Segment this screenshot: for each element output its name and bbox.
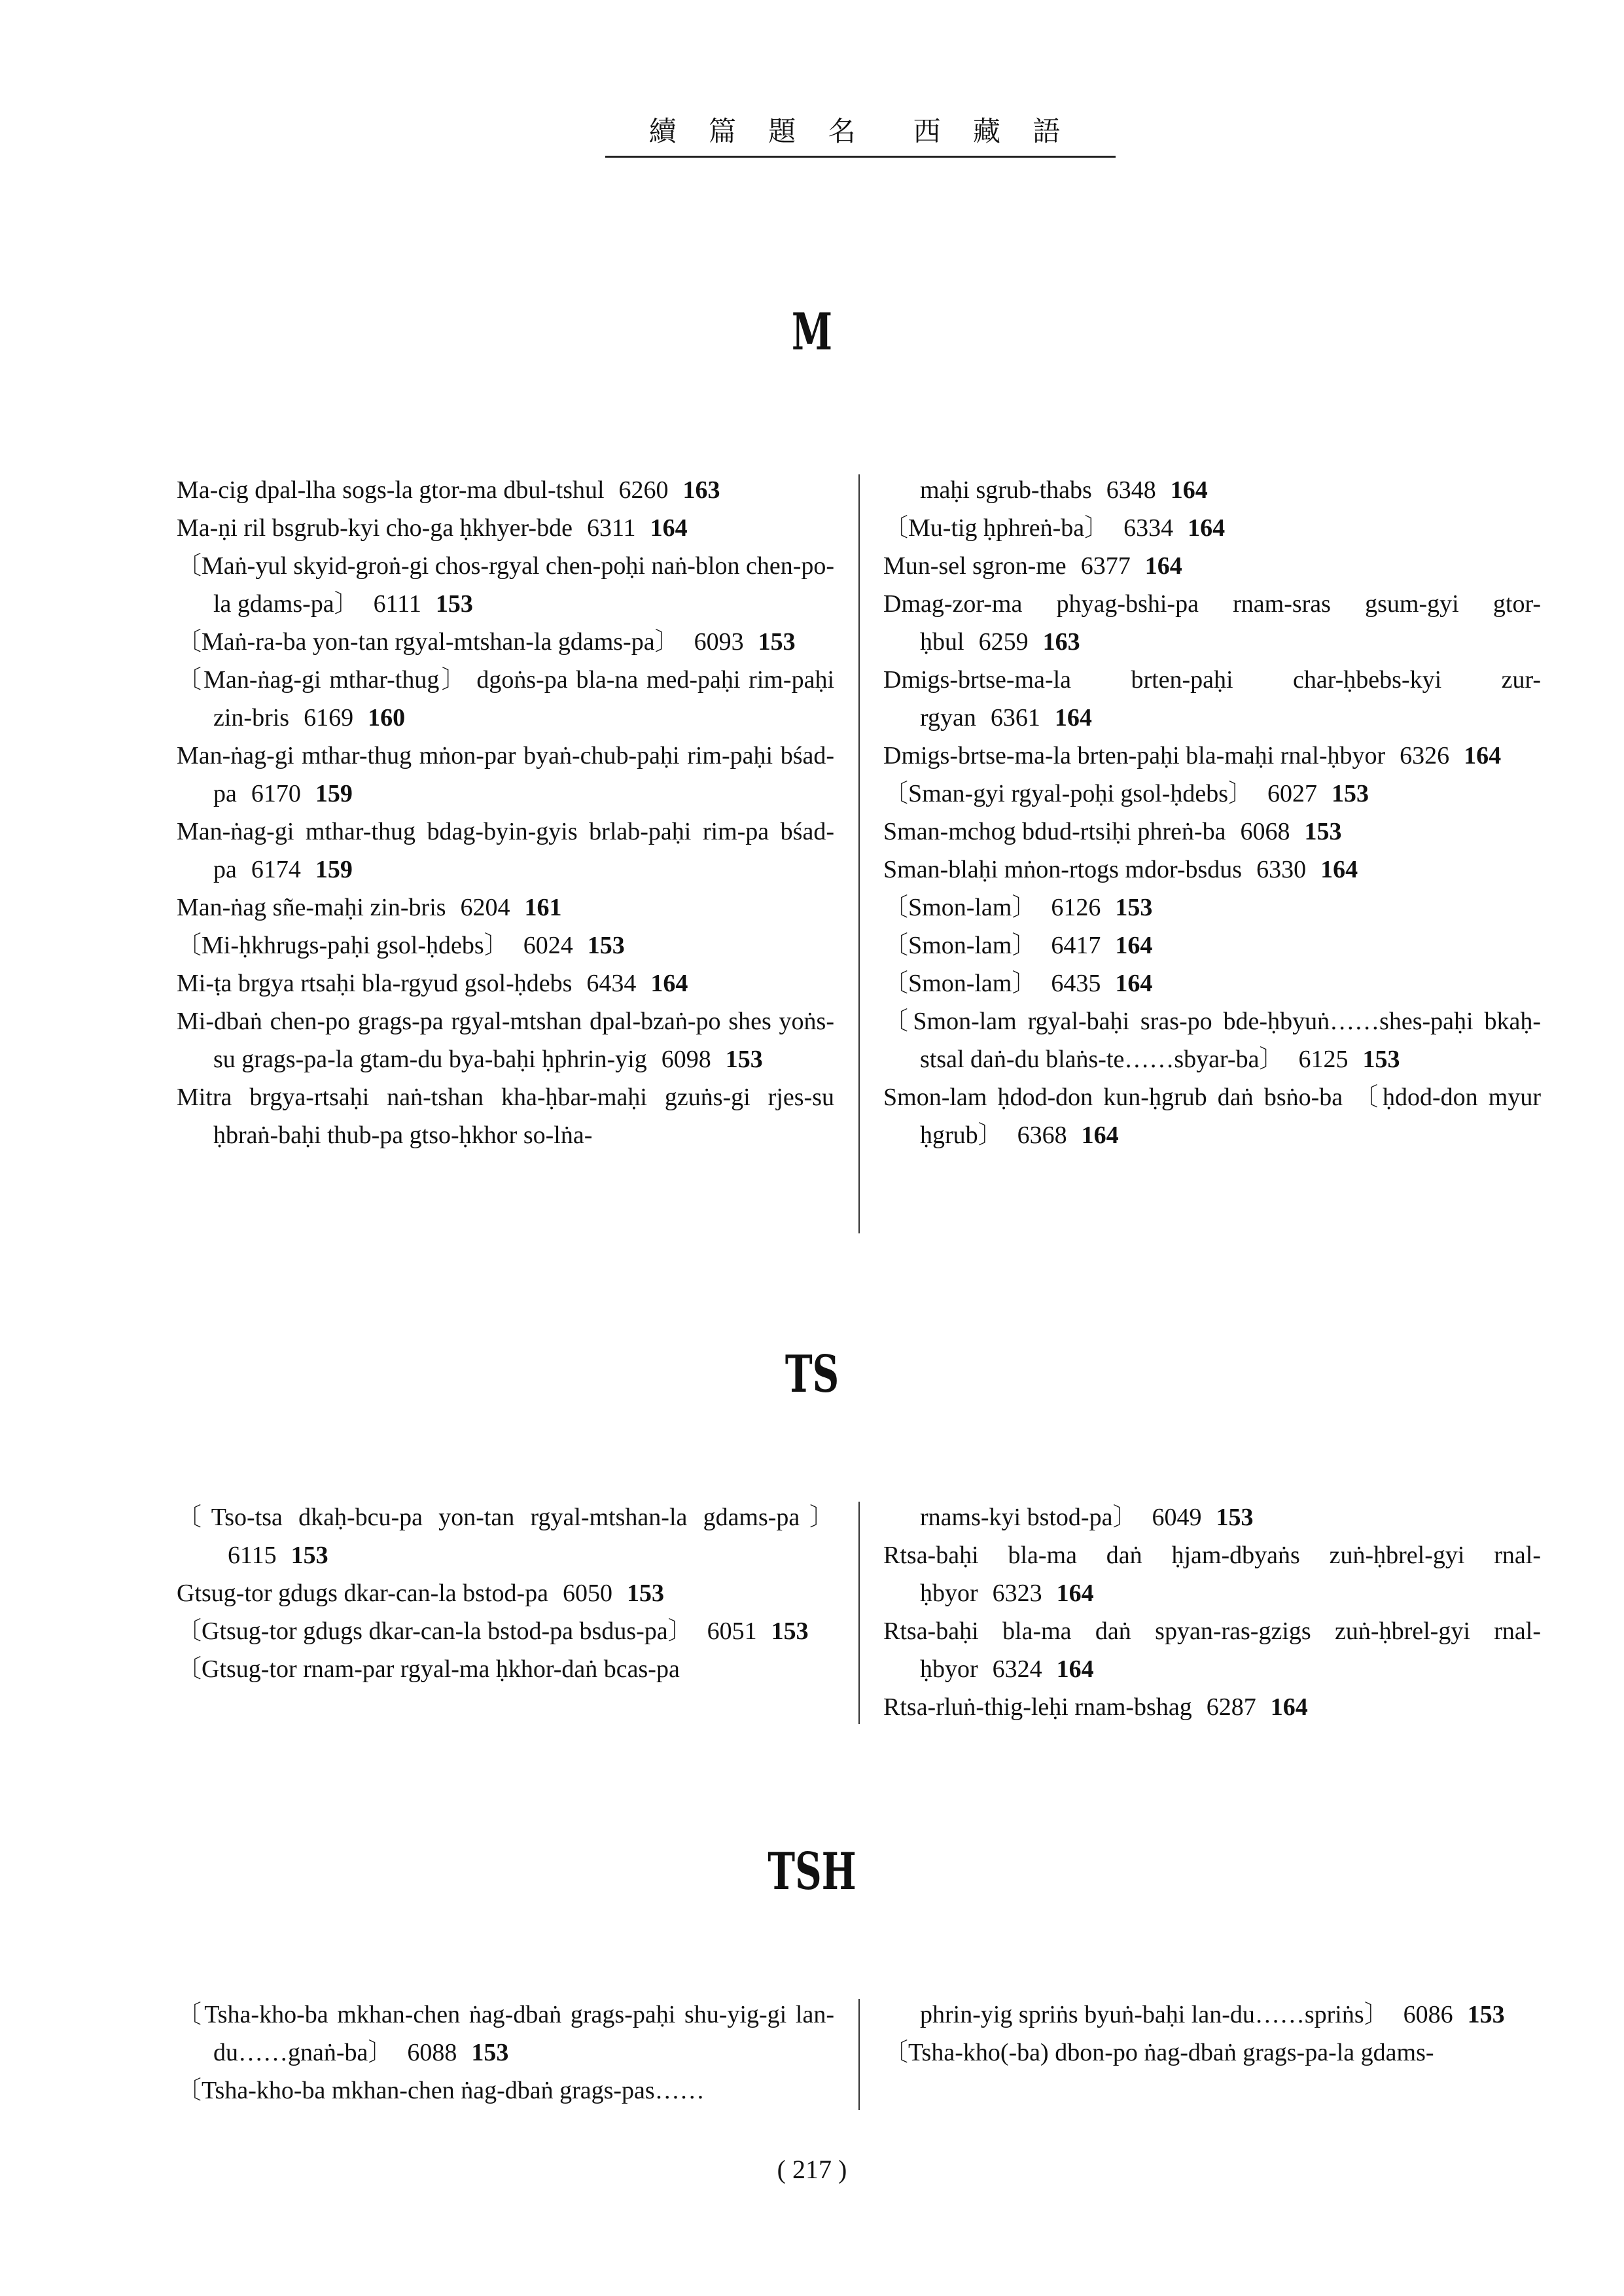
entry-title: 〔Gtsug-tor gdugs dkar-can-la bstod-pa bsdus-pa〕 [177,1617,693,1645]
entry-number: 6324 [992,1655,1042,1683]
index-entry [883,1536,1541,1612]
entry-page: 153 [291,1542,328,1569]
entry-page: 153 [435,590,473,618]
index-entry [883,1996,1541,2034]
entry-title: Mi-ṭa brgya rtsaḥi bla-rgyud gsol-ḥdebs [177,970,573,997]
entry-page: 153 [771,1617,809,1645]
entry-page: 164 [1320,856,1358,883]
entry-title: 〔Gtsug-tor rnam-par rgyal-ma ḥkhor-daṅ bcas-pa [177,1655,680,1683]
entry-page: 153 [471,2039,509,2066]
entry-page: 153 [1216,1504,1254,1531]
entry-number: 6050 [563,1580,613,1607]
entry-title: 〔Maṅ-yul skyid-groṅ-gi chos-rgyal chen-poḥi naṅ-blon chen-po-la gdams-pa〕 [177,552,834,618]
entry-page: 153 [627,1580,665,1607]
section-ts-left-column [177,1498,834,1688]
index-entry [883,1002,1541,1078]
entry-title: Mi-dbaṅ chen-po grags-pa rgyal-mtshan dpal-bzaṅ-po shes yoṅs-su grags-pa-la gtam-du bya-baḥi ḥphrin-yig [177,1008,834,1073]
entry-number: 6093 [694,628,744,656]
entry-title: 〔Maṅ-ra-ba yon-tan rgyal-mtshan-la gdams-pa〕 [177,628,680,656]
entry-page: 153 [1115,894,1153,921]
column-divider [858,1999,860,2110]
entry-title: Dmigs-brtse-ma-la brten-paḥi char-ḥbebs-kyi zur-rgyan [883,666,1541,732]
entry-title: 〔Sman-gyi rgyal-poḥi gsol-ḥdebs〕 [883,780,1254,807]
entry-title: Rtsa-baḥi bla-ma daṅ spyan-ras-gzigs zuṅ-ḥbrel-gyi rnal-ḥbyor [883,1617,1541,1683]
index-entry [883,964,1541,1002]
entry-page: 164 [650,970,688,997]
entry-number: 6027 [1267,780,1318,807]
entry-page: 153 [1362,1046,1400,1073]
entry-title: 〔Man-ṅag-gi mthar-thug〕 dgoṅs-pa bla-na med-paḥi rim-paḥi zin-bris [177,666,834,732]
entry-page: 164 [1115,970,1153,997]
entry-number: 6368 [1017,1122,1067,1149]
index-entry [883,661,1541,737]
entry-page: 164 [1056,1655,1094,1683]
entry-page: 153 [587,932,625,959]
entry-page: 164 [1270,1693,1308,1721]
entry-number: 6435 [1051,970,1101,997]
entry-number: 6311 [586,514,636,542]
index-entry [177,813,834,889]
index-entry [177,2072,834,2110]
entry-page: 164 [1170,476,1208,504]
index-entry [883,737,1541,775]
index-entry [883,1498,1541,1536]
entry-number: 6126 [1051,894,1101,921]
entry-title: Ma-ṇi ril bsgrub-kyi cho-ga ḥkhyer-bde [177,514,573,542]
index-entry [177,661,834,737]
entry-title: maḥi sgrub-thabs [920,476,1092,504]
entry-number: 6417 [1051,932,1101,959]
entry-page: 160 [368,704,406,732]
entry-title: Rtsa-rluṅ-thig-leḥi rnam-bshag [883,1693,1192,1721]
index-entry [177,471,834,509]
entry-title: Sman-blaḥi mṅon-rtogs mdor-bsdus [883,856,1243,883]
entry-page: 163 [1042,628,1080,656]
entry-page: 164 [1054,704,1092,732]
entry-number: 6068 [1240,818,1290,845]
index-entry [177,623,834,661]
entry-title: 〔Smon-lam〕 [883,932,1037,959]
entry-title: 〔Mu-tig ḥphreṅ-ba〕 [883,514,1110,542]
entry-number: 6049 [1152,1504,1202,1531]
index-entry [883,1612,1541,1688]
entry-page: 164 [1188,514,1226,542]
entry-title: 〔Smon-lam rgyal-baḥi sras-po bde-ḥbyuṅ……shes-paḥi bkaḥ-stsal daṅ-du blaṅs-te……sbyar-ba〕 [883,1008,1541,1073]
index-entry [177,927,834,964]
entry-title: 〔Tso-tsa dkaḥ-bcu-pa yon-tan rgyal-mtshan-la gdams-pa〕 [177,1504,834,1531]
entry-title: Man-ṅag sñe-maḥi zin-bris [177,894,446,921]
index-entry [883,813,1541,851]
index-entry [177,1002,834,1078]
entry-page: 153 [758,628,796,656]
entry-title: 〔Mi-ḥkhrugs-paḥi gsol-ḥdebs〕 [177,932,509,959]
index-entry [883,547,1541,585]
entry-page: 164 [1115,932,1153,959]
section-letter-tsh: TSH [768,1842,856,1901]
entry-number: 6361 [990,704,1040,732]
entry-number: 6326 [1400,742,1450,769]
entry-title: Ma-cig dpal-lha sogs-la gtor-ma dbul-tshul [177,476,605,504]
entry-page: 164 [1056,1580,1094,1607]
section-tsh-left-column [177,1996,834,2110]
index-entry [177,737,834,813]
entry-number: 6111 [373,590,421,618]
entry-number: 6434 [586,970,637,997]
entry-title: Dmigs-brtse-ma-la brten-paḥi bla-maḥi rnal-ḥbyor [883,742,1386,769]
section-m-right-column [883,471,1541,1154]
entry-page: 159 [315,780,353,807]
section-tsh-right-column [883,1996,1541,2072]
entry-number: 6259 [978,628,1029,656]
entry-page: 159 [315,856,353,883]
index-entry [883,471,1541,509]
entry-title: Mun-sel sgron-me [883,552,1067,580]
index-entry [883,775,1541,813]
entry-title: Man-ṅag-gi mthar-thug mṅon-par byaṅ-chub-paḥi rim-paḥi bśad-pa [177,742,834,807]
index-entry [177,1574,834,1612]
entry-title: 〔Tsha-kho-ba mkhan-chen ṅag-dbaṅ grags-paḥi shu-yig-gi lan-du……gnaṅ-ba〕 [177,2001,834,2066]
entry-page: 153 [725,1046,763,1073]
index-entry [177,1498,834,1574]
entry-number: 6260 [618,476,669,504]
entry-number: 6334 [1123,514,1174,542]
entry-number: 6115 [228,1542,277,1569]
entry-title: 〔Tsha-kho(-ba) dbon-po ṅag-dbaṅ grags-pa-la gdams- [883,2039,1434,2066]
column-divider [858,1502,860,1724]
section-ts-right-column [883,1498,1541,1726]
entry-title: Mitra brgya-rtsaḥi naṅ-tshan kha-ḥbar-maḥi gzuṅs-gi rjes-su ḥbraṅ-baḥi thub-pa gtso-ḥkhor so-lṅa- [177,1084,834,1149]
index-entry [883,1688,1541,1726]
entry-number: 6088 [407,2039,457,2066]
section-letter-ts: TS [785,1345,839,1404]
entry-number: 6125 [1298,1046,1349,1073]
entry-title: 〔Tsha-kho-ba mkhan-chen ṅag-dbaṅ grags-pas…… [177,2077,705,2104]
entry-page: 153 [1304,818,1342,845]
entry-page: 164 [1464,742,1502,769]
index-entry [177,1078,834,1154]
entry-number: 6024 [523,932,573,959]
entry-page: 164 [1144,552,1182,580]
running-header [605,110,1116,158]
entry-title: rnams-kyi bstod-pa〕 [920,1504,1138,1531]
index-entry [177,547,834,623]
entry-number: 6174 [251,856,301,883]
index-entry [177,1996,834,2072]
entry-page: 164 [650,514,688,542]
entry-page: 161 [524,894,562,921]
entry-title: Smon-lam ḥdod-don kun-ḥgrub daṅ bsṅo-ba 〔ḥdod-don myur ḥgrub〕 [883,1084,1541,1149]
index-entry [177,889,834,927]
section-letter-m: M [791,302,833,362]
entry-page: 153 [1332,780,1369,807]
entry-title: 〔Smon-lam〕 [883,970,1037,997]
entry-number: 6287 [1206,1693,1256,1721]
entry-title: Man-ṅag-gi mthar-thug bdag-byin-gyis brlab-paḥi rim-pa bśad-pa [177,818,834,883]
index-entry [883,585,1541,661]
entry-title: phrin-yig spriṅs byuṅ-baḥi lan-du……spriṅs〕 [920,2001,1389,2028]
entry-title: Sman-mchog bdud-rtsiḥi phreṅ-ba [883,818,1226,845]
page-number: ( 217 ) [777,2155,847,2184]
index-entry [177,964,834,1002]
entry-title: 〔Smon-lam〕 [883,894,1037,921]
entry-number: 6086 [1403,2001,1453,2028]
entry-title: Dmag-zor-ma phyag-bshi-pa rnam-sras gsum-gyi gtor-ḥbul [883,590,1541,656]
entry-page: 153 [1467,2001,1505,2028]
entry-number: 6377 [1080,552,1131,580]
index-entry [883,889,1541,927]
entry-page: 163 [682,476,720,504]
entry-number: 6051 [707,1617,757,1645]
index-entry [883,851,1541,889]
index-entry [883,2034,1541,2072]
index-entry [883,509,1541,547]
index-entry [177,1612,834,1650]
entry-number: 6204 [460,894,510,921]
column-divider [858,474,860,1233]
index-entry [883,927,1541,964]
entry-title: Rtsa-baḥi bla-ma daṅ ḥjam-dbyaṅs zuṅ-ḥbrel-gyi rnal-ḥbyor [883,1542,1541,1607]
header-language: 西 藏 語 [913,115,1072,147]
entry-number: 6348 [1106,476,1156,504]
entry-number: 6323 [992,1580,1042,1607]
section-m-left-column [177,471,834,1154]
index-entry [177,509,834,547]
entry-title: Gtsug-tor gdugs dkar-can-la bstod-pa [177,1580,549,1607]
entry-number: 6330 [1256,856,1307,883]
header-title: 續 篇 題 名 [648,115,868,147]
entry-number: 6170 [251,780,301,807]
entry-page: 164 [1081,1122,1119,1149]
entry-number: 6098 [661,1046,711,1073]
entry-number: 6169 [304,704,354,732]
index-entry [177,1650,834,1688]
index-entry [883,1078,1541,1154]
